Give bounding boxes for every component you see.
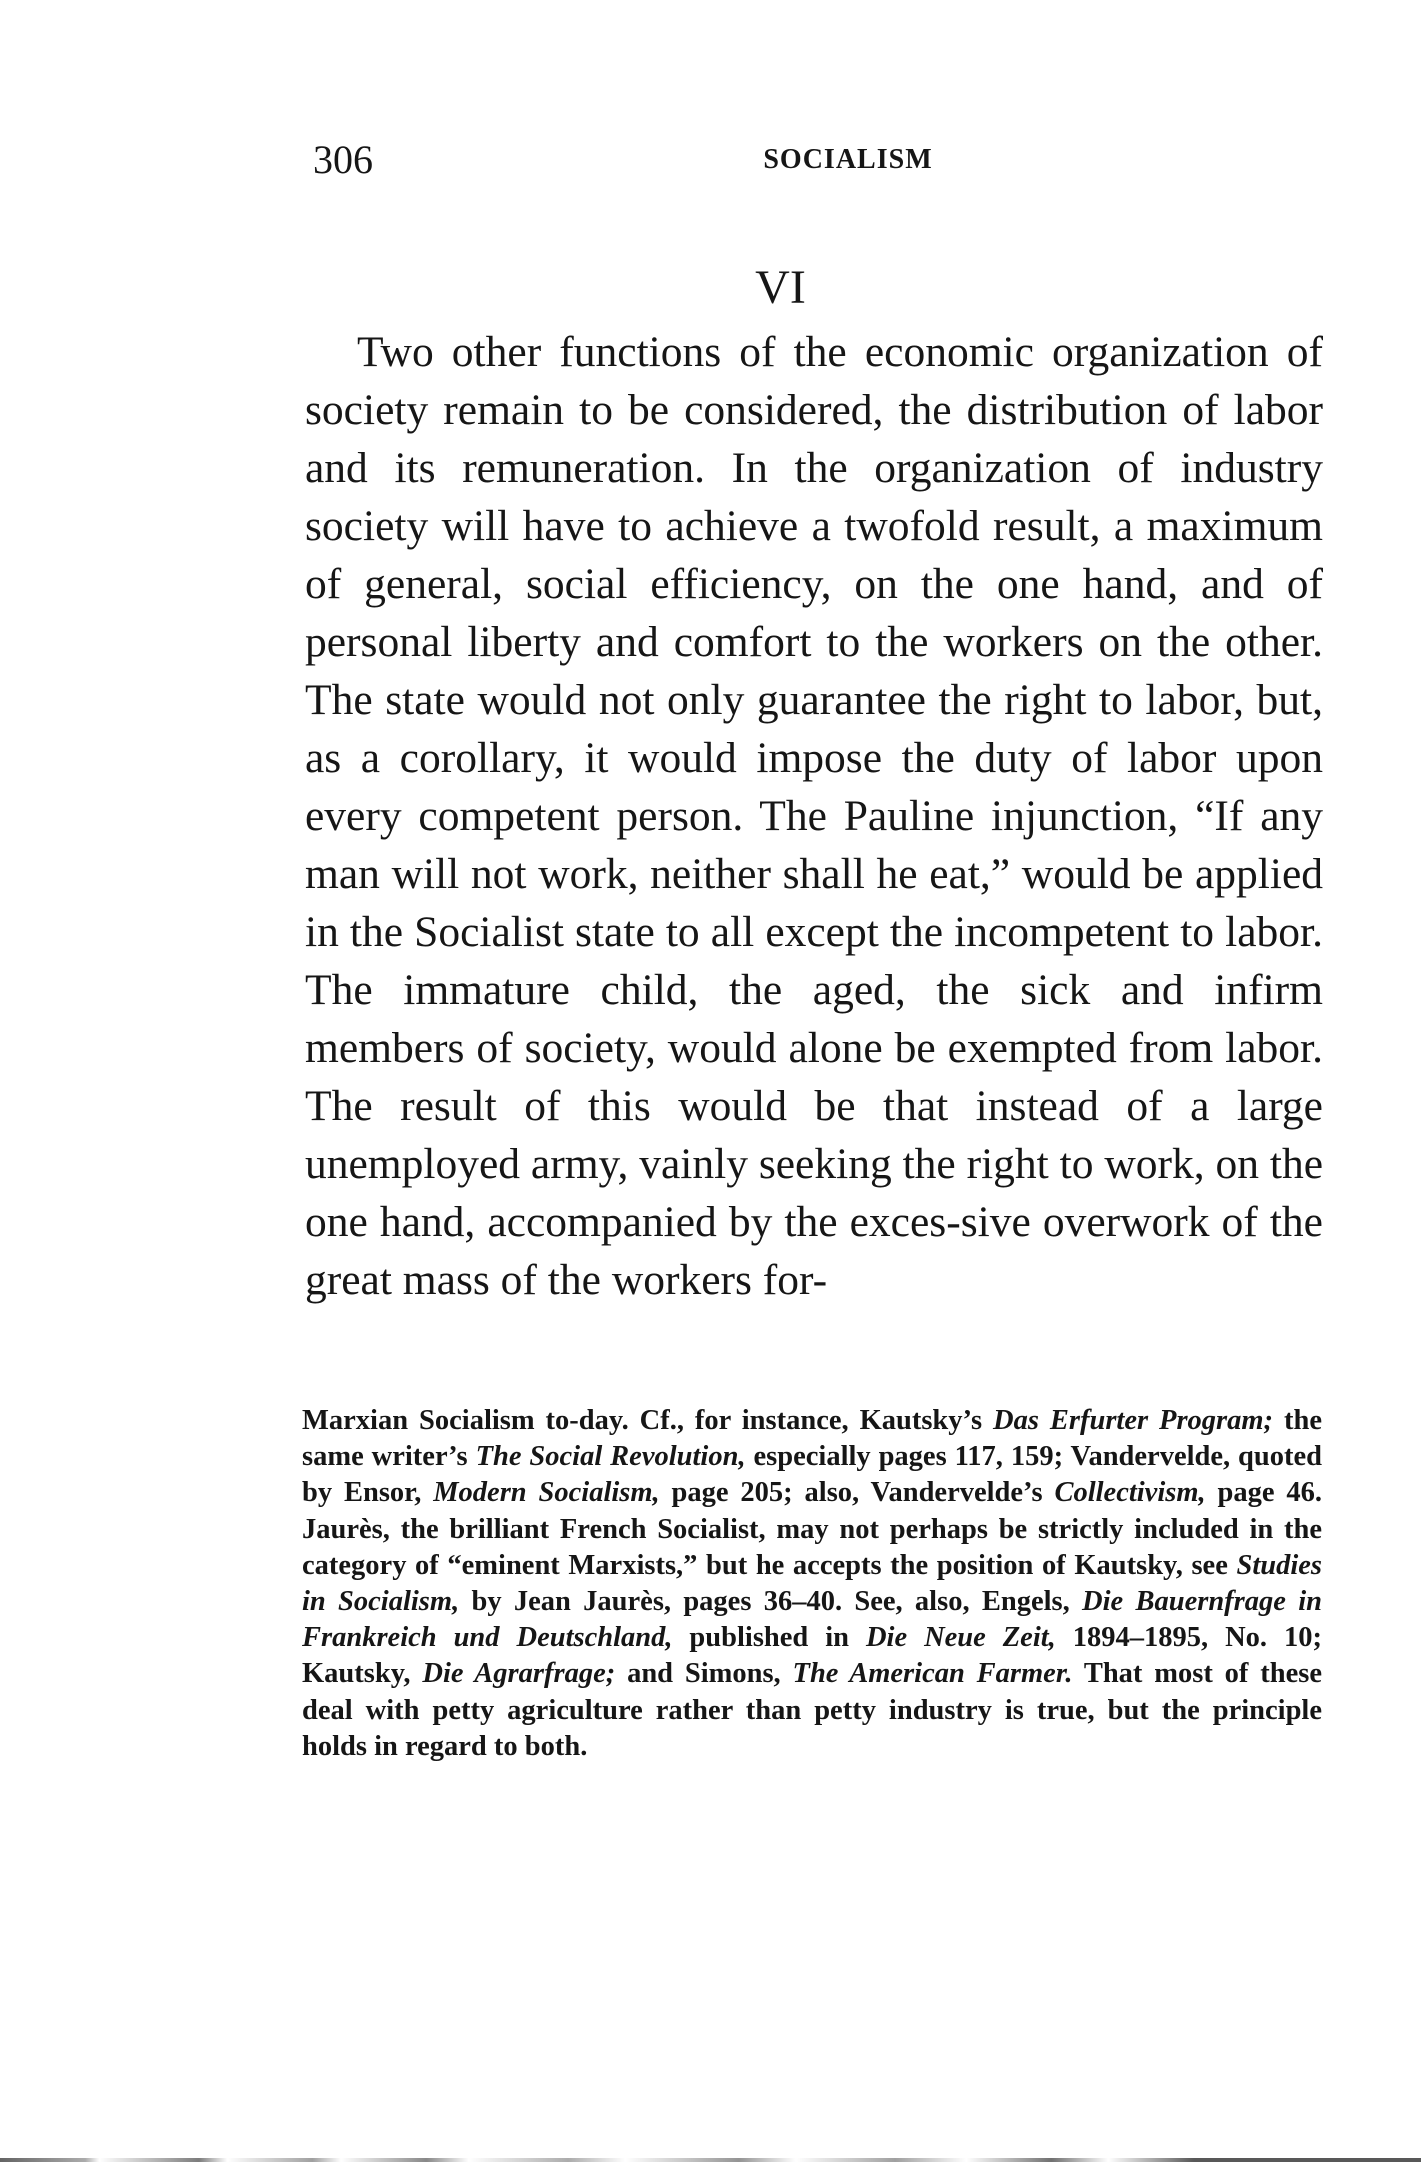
- footnote-text: 1894–1895, No. 10; Kautsky,: [302, 1622, 1322, 1690]
- footnote-title: Collectivism,: [1054, 1477, 1206, 1509]
- body-text: [305, 323, 1323, 1309]
- footnote: [302, 1403, 1322, 1765]
- footnote-paragraph: [302, 1403, 1322, 1765]
- footnote-title: Studies in Socialism,: [302, 1549, 1322, 1618]
- footnote-title: The American Farmer.: [792, 1658, 1073, 1690]
- footnote-text: the same writer’s: [302, 1405, 1322, 1473]
- body-paragraph: Two other functions of the economic organization of society remain to be considered, the distribution of labor and its remuneration. In the organization of industry society will have to achieve a twofold result, a maximum of general, social efficiency, on the one hand, and of personal liberty and comfort to the workers on the other. The state would not only guarantee the right to labor, but, as a corollary, it would impose the duty of labor upon every competent person. The Pauline injunction, “If any man will not work, neither shall he eat,” would be applied in the Socialist state to all except the incompetent to labor. The immature child, the aged, the sick and infirm members of society, would alone be exempted from labor. The result of this would be that instead of a large unemployed army, vainly seeking the right to work, on the one hand, accompanied by the exces-sive overwork of the great mass of the workers for-: [305, 328, 1324, 1304]
- footnote-title: Modern Socialism,: [433, 1477, 660, 1509]
- footnote-text: especially pages 117, 159; Vandervelde, quoted by Ensor,: [302, 1441, 1323, 1509]
- footnote-text: published in: [672, 1622, 866, 1654]
- footnote-title: Die Bauernfrage in Frankreich und Deutschland,: [302, 1586, 1322, 1654]
- footnote-text: page 46. Jaurès, the brilliant French Socialist, may not perhaps be strictly included in the category of “eminent Marxists,” but he accepts the position of Kautsky, see: [302, 1477, 1323, 1581]
- footnote-text: and Simons,: [615, 1658, 793, 1690]
- footnote-title: Die Agrarfrage;: [422, 1658, 616, 1690]
- footnote-text: by Jean Jaurès, pages 36–40. See, also, Engels,: [459, 1586, 1083, 1618]
- footnote-title: The Social Revolution,: [475, 1441, 746, 1473]
- scan-edge-artifact: [0, 2158, 1421, 2162]
- page-number: 306: [313, 137, 373, 182]
- section-heading: VI: [755, 261, 806, 314]
- footnote-text: Marxian Socialism to-day. Cf., for instance, Kautsky’s: [302, 1405, 994, 1436]
- page-header: [313, 130, 1323, 190]
- footnote-text: That most of these deal with petty agriculture rather than petty industry is true, but the principle holds in regard to both.: [302, 1658, 1322, 1762]
- running-title: SOCIALISM: [763, 144, 933, 175]
- footnote-title: Die Neue Zeit,: [865, 1622, 1056, 1654]
- footnote-text: page 205; also, Vandervelde’s: [659, 1477, 1055, 1509]
- footnote-title: Das Erfurter Program;: [993, 1405, 1274, 1436]
